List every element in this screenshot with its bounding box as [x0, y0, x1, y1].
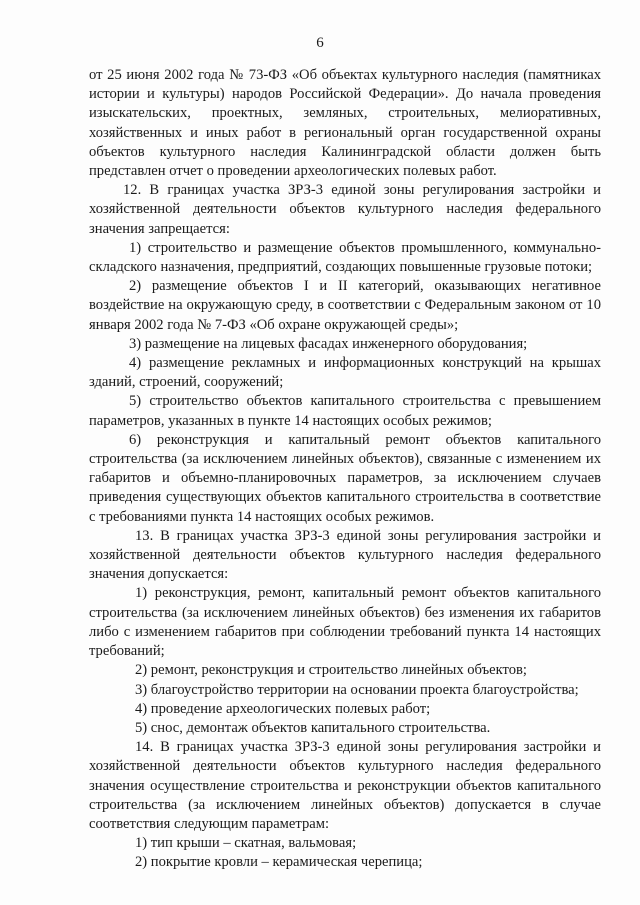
clause-12-item-3: 3) размещение на лицевых фасадах инженерного оборудования; [129, 335, 528, 352]
clause-13-item-4: 4) проведение археологических полевых работ; [135, 700, 431, 717]
clause-13-item-1: 1) реконструкция, ремонт, капитальный ремонт объектов капитального строительства (за исключением линейных объектов) без изменения их габаритов либо с изменением габаритов при соблюдении требований пункта 14 настоящих требований; [89, 585, 601, 660]
clause-12-item-6: 6) реконструкция и капитальный ремонт объектов капитального строительства (за исключением линейных объектов), связанные с изменением их габаритов и объемно-планировочных параметров, за исключением случаев приведения существующих объектов капитального строительства в соответствие с требованиями пункта 14 настоящих особых режимов. [89, 431, 601, 525]
clause-12-item-1: 1) строительство и размещение объектов промышленного, коммунально-складского назначения, предприятий, создающих повышенные грузовые потоки; [89, 239, 601, 276]
clause-12-item-2: 2) размещение объектов I и II категорий, оказывающих негативное воздействие на окружающую среду, в соответствии с Федеральным законом от 10 января 2002 года № 7-ФЗ «Об охране окружающей среды»; [89, 278, 601, 333]
document-body [89, 66, 601, 873]
clause-12-item-4: 4) размещение рекламных и информационных конструкций на крышах зданий, строений, сооружений; [89, 355, 601, 391]
clause-14-item-2: 2) покрытие кровли – керамическая черепица; [135, 854, 423, 871]
clause-13-item-3: 3) благоустройство территории на основании проекта благоустройства; [135, 681, 579, 698]
clause-13-item-2: 2) ремонт, реконструкция и строительство линейных объектов; [135, 662, 527, 679]
page-number: 6 [316, 35, 324, 51]
paragraph-archaeology-continuation: от 25 июня 2002 года № 73-ФЗ «Об объектах культурного наследия (памятниках истории и культуры) народов Российской Федерации». До начала проведения изыскательских, проектных, земляных, строительных, мелиоративных, хозяйственных и иных работ в региональный орган государственной охраны объектов культурного наследия Калининградской области должен быть представлен отчет о проведении археологических полевых работ. [89, 67, 601, 180]
clause-14-item-1: 1) тип крыши – скатная, вальмовая; [135, 835, 357, 852]
clause-12-item-5: 5) строительство объектов капитального строительства с превышением параметров, указанных в пункте 14 настоящих особых режимов; [89, 393, 601, 429]
clause-13-item-5: 5) снос, демонтаж объектов капитального строительства. [135, 719, 491, 736]
clause-12-heading: 12. В границах участка ЗРЗ-3 единой зоны регулирования застройки и хозяйственной деятельности объектов культурного наследия федерального значения запрещается: [89, 182, 601, 237]
clause-13-heading: 13. В границах участка ЗРЗ-3 единой зоны регулирования застройки и хозяйственной деятельности объектов культурного наследия федерального значения допускается: [89, 527, 601, 583]
clause-14-heading: 14. В границах участка ЗРЗ-3 единой зоны регулирования застройки и хозяйственной деятельности объектов культурного наследия федерального значения осуществление строительства и реконструкции объектов капитального строительства (за исключением линейных объектов) допускается в случае соответствия следующим параметрам: [89, 739, 601, 832]
